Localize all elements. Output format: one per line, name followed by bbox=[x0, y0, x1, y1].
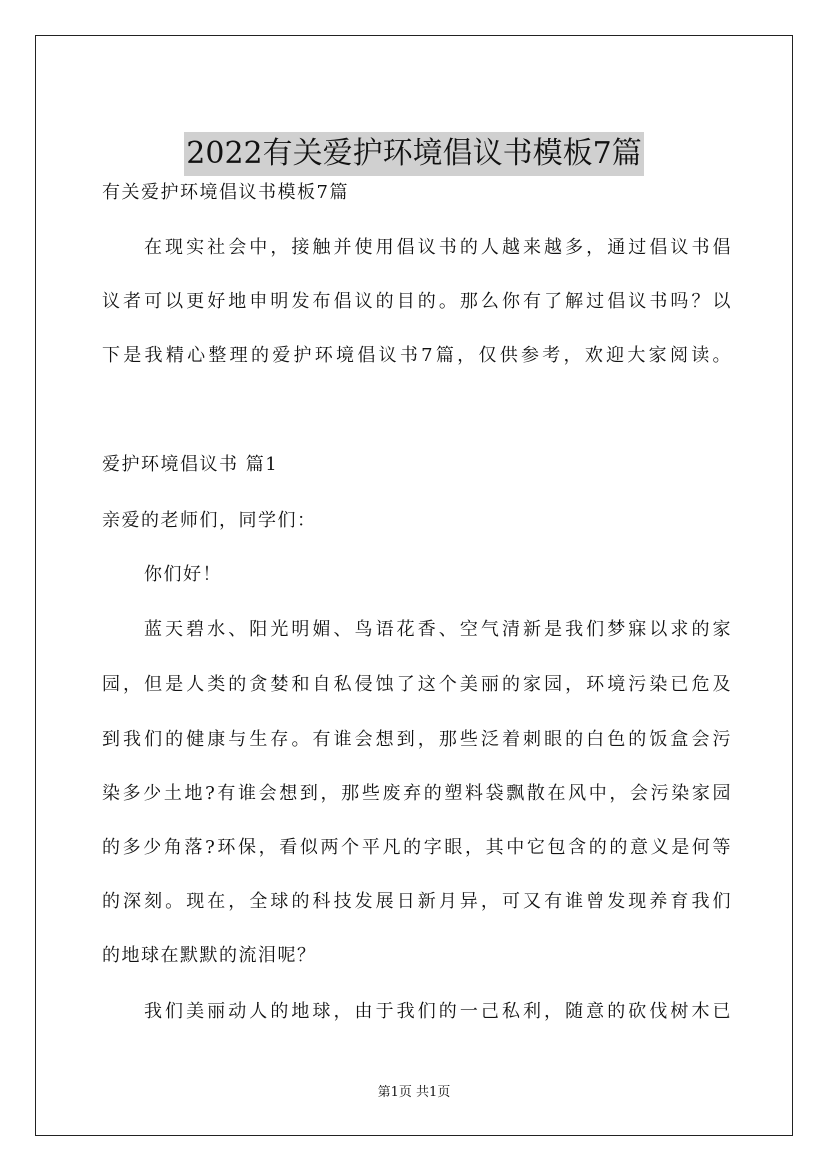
body-last-line: 我们美丽动人的地球，由于我们的一己私利，随意的砍伐树木已 bbox=[144, 1001, 732, 1022]
document-page bbox=[35, 35, 793, 1136]
body-line-1: 蓝天碧水、阳光明媚、鸟语花香、空气清新是我们梦寐以求的家 bbox=[144, 619, 732, 640]
intro-line-2: 议者可以更好地申明发布倡议的目的。那么你有了解过倡议书吗？以 bbox=[102, 291, 732, 312]
title-wrapper bbox=[36, 132, 792, 176]
subtitle: 有关爱护环境倡议书模板7篇 bbox=[102, 182, 349, 203]
intro-line-3: 下是我精心整理的爱护环境倡议书7篇，仅供参考，欢迎大家阅读。 bbox=[102, 345, 732, 366]
greeting: 你们好！ bbox=[144, 564, 222, 585]
body-line-4: 染多少土地?有谁会想到，那些废弃的塑料袋飘散在风中，会污染家园 bbox=[102, 783, 732, 804]
body-line-6: 的深刻。现在，全球的科技发展日新月异，可又有谁曾发现养育我们 bbox=[102, 891, 732, 912]
section-heading: 爱护环境倡议书 篇1 bbox=[102, 454, 279, 475]
intro-line-1: 在现实社会中，接触并使用倡议书的人越来越多，通过倡议书倡 bbox=[144, 237, 732, 258]
body-line-3: 到我们的健康与生存。有谁会想到，那些泛着刺眼的白色的饭盒会污 bbox=[102, 729, 732, 750]
body-line-5: 的多少角落?环保，看似两个平凡的字眼，其中它包含的的意义是何等 bbox=[102, 837, 732, 858]
body-line-2: 园，但是人类的贪婪和自私侵蚀了这个美丽的家园，环境污染已危及 bbox=[102, 674, 732, 695]
body-line-7: 的地球在默默的流泪呢？ bbox=[102, 945, 317, 966]
document-title: 2022有关爱护环境倡议书模板7篇 bbox=[184, 132, 643, 176]
salutation: 亲爱的老师们，同学们： bbox=[102, 510, 317, 531]
page-footer: 第1页 共1页 bbox=[377, 1085, 451, 1100]
